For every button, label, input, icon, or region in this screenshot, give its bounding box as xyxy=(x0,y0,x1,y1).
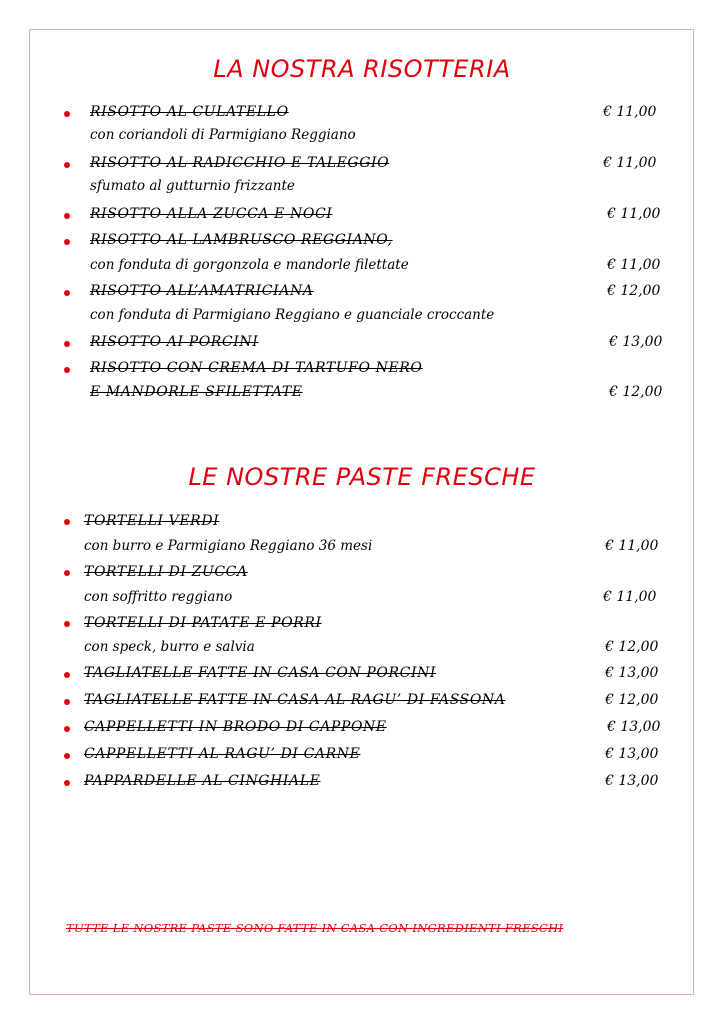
paste-item-1-price: € 11,00 xyxy=(603,589,657,605)
risotteria-item-4-price: € 12,00 xyxy=(607,283,661,299)
risotteria-item-4-name: RISOTTO ALL’AMATRICIANA xyxy=(90,283,314,299)
paste-item-0-name: TORTELLI VERDI xyxy=(84,513,220,529)
bullet-icon xyxy=(64,341,70,347)
risotteria-item-5-price: € 13,00 xyxy=(609,334,663,350)
risotteria-title: LA NOSTRA RISOTTERIA xyxy=(213,55,511,83)
risotteria-item-2-name: RISOTTO ALLA ZUCCA E NOCI xyxy=(90,206,333,222)
paste-item-4-name: TAGLIATELLE FATTE IN CASA AL RAGU’ DI FASSONA xyxy=(84,692,506,708)
paste-item-2-desc: con speck, burro e salvia xyxy=(84,639,255,655)
risotteria-item-4-desc: con fonduta di Parmigiano Reggiano e guanciale croccante xyxy=(90,307,495,323)
bullet-icon xyxy=(64,699,70,705)
risotteria-item-0-price: € 11,00 xyxy=(603,104,657,120)
bullet-icon xyxy=(64,290,70,296)
paste-item-3-price: € 13,00 xyxy=(605,665,659,681)
bullet-icon xyxy=(64,570,70,576)
paste-item-6-price: € 13,00 xyxy=(605,746,659,762)
paste-item-5-name: CAPPELLETTI IN BRODO DI CAPPONE xyxy=(84,719,387,735)
paste-item-7-price: € 13,00 xyxy=(605,773,659,789)
paste-item-1-name: TORTELLI DI ZUCCA xyxy=(84,564,248,580)
bullet-icon xyxy=(64,213,70,219)
risotteria-item-6-price: € 12,00 xyxy=(609,384,663,400)
risotteria-item-5-name: RISOTTO AI PORCINI xyxy=(90,334,259,350)
bullet-icon xyxy=(64,239,70,245)
paste-item-5-price: € 13,00 xyxy=(607,719,661,735)
bullet-icon xyxy=(64,753,70,759)
risotteria-item-2-price: € 11,00 xyxy=(607,206,661,222)
footer-note: TUTTE LE NOSTRE PASTE SONO FATTE IN CASA CON INGREDIENTI FRESCHI xyxy=(66,921,564,935)
risotteria-item-6-name-line2: E MANDORLE SFILETTATE xyxy=(90,384,303,400)
risotteria-item-0-name: RISOTTO AL CULATELLO xyxy=(90,104,289,120)
risotteria-item-3-price: € 11,00 xyxy=(607,257,661,273)
paste-title: LE NOSTRE PASTE FRESCHE xyxy=(188,463,536,491)
bullet-icon xyxy=(64,726,70,732)
paste-item-2-price: € 12,00 xyxy=(605,639,659,655)
bullet-icon xyxy=(64,111,70,117)
risotteria-item-6-name: RISOTTO CON CREMA DI TARTUFO NERO xyxy=(90,360,423,376)
risotteria-item-1-price: € 11,00 xyxy=(603,155,657,171)
risotteria-item-1-name: RISOTTO AL RADICCHIO E TALEGGIO xyxy=(90,155,390,171)
risotteria-item-3-name: RISOTTO AL LAMBRUSCO REGGIANO, xyxy=(90,232,393,248)
paste-item-1-desc: con soffritto reggiano xyxy=(84,589,233,605)
bullet-icon xyxy=(64,621,70,627)
risotteria-item-0-desc: con coriandoli di Parmigiano Reggiano xyxy=(90,127,356,143)
paste-item-0-price: € 11,00 xyxy=(605,538,659,554)
bullet-icon xyxy=(64,672,70,678)
risotteria-item-1-desc: sfumato al gutturnio frizzante xyxy=(90,178,295,194)
paste-item-3-name: TAGLIATELLE FATTE IN CASA CON PORCINI xyxy=(84,665,437,681)
paste-item-2-name: TORTELLI DI PATATE E PORRI xyxy=(84,615,322,631)
paste-item-7-name: PAPPARDELLE AL CINGHIALE xyxy=(84,773,321,789)
paste-item-0-desc: con burro e Parmigiano Reggiano 36 mesi xyxy=(84,538,373,554)
bullet-icon xyxy=(64,780,70,786)
bullet-icon xyxy=(64,367,70,373)
paste-item-4-price: € 12,00 xyxy=(605,692,659,708)
paste-item-6-name: CAPPELLETTI AL RAGU’ DI CARNE xyxy=(84,746,361,762)
bullet-icon xyxy=(64,162,70,168)
risotteria-item-3-desc: con fonduta di gorgonzola e mandorle filettate xyxy=(90,257,409,273)
bullet-icon xyxy=(64,519,70,525)
